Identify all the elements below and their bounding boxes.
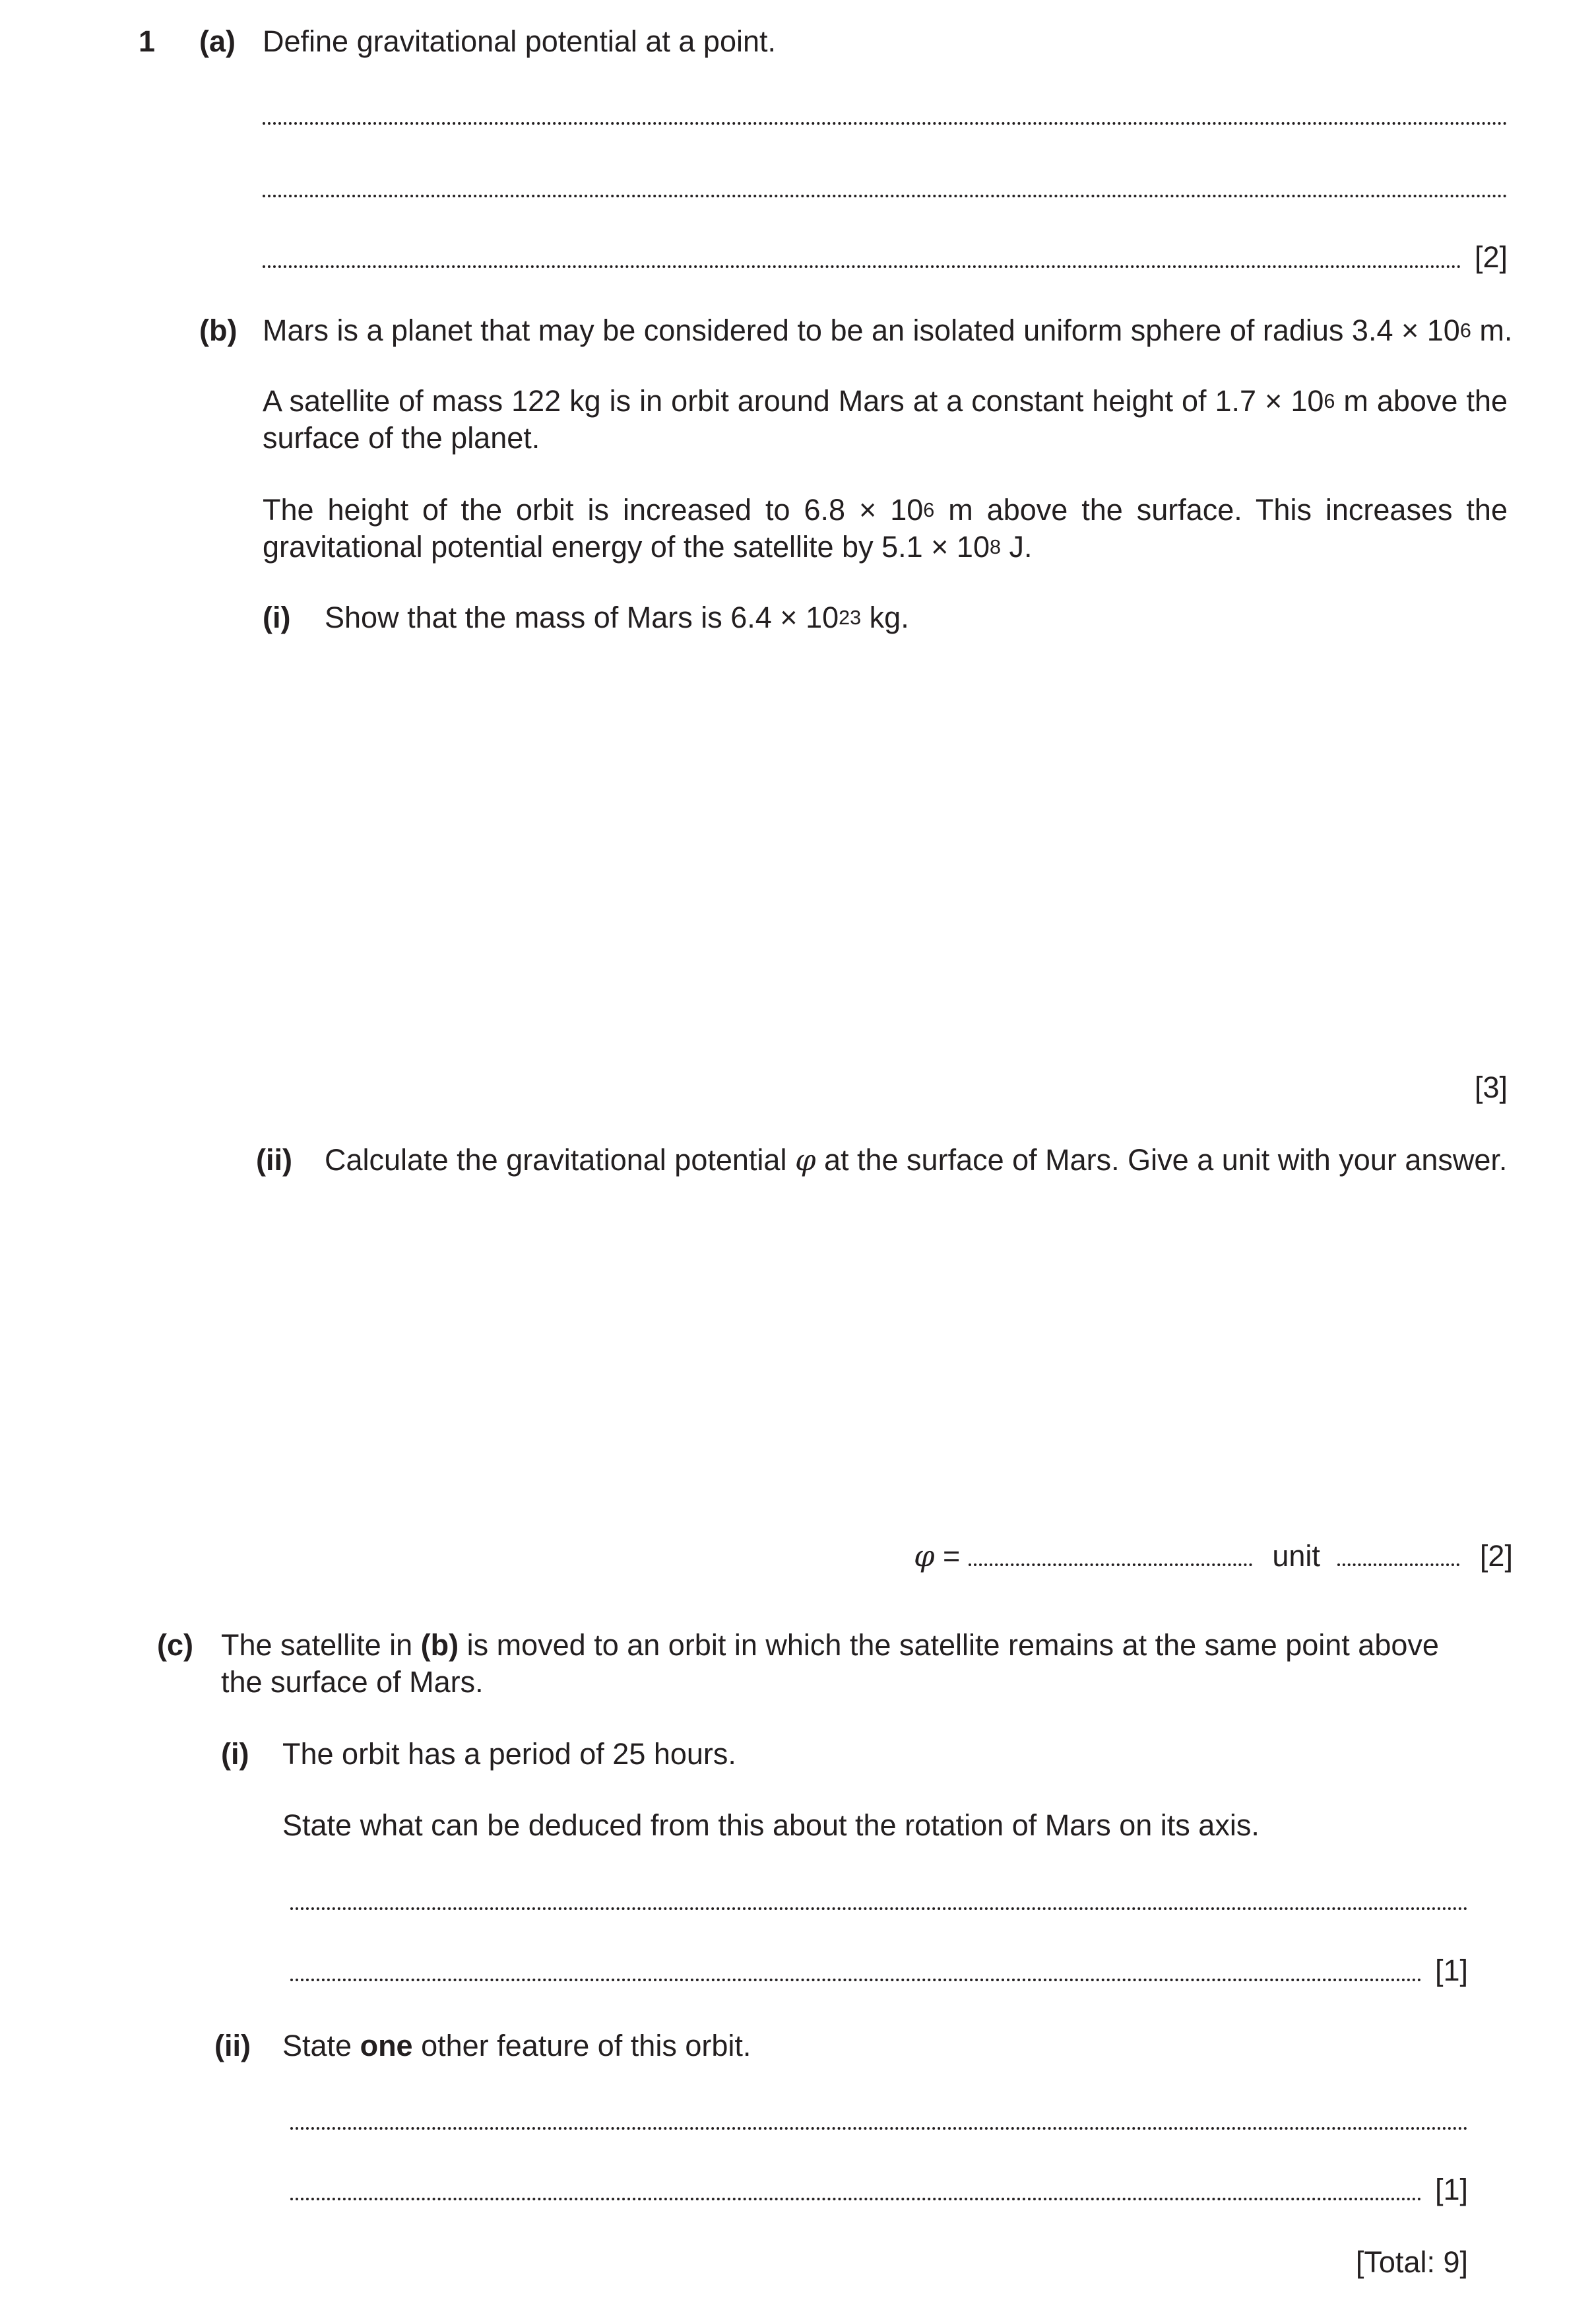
answer-line-a-1[interactable] bbox=[263, 96, 1508, 133]
answer-line-c-ii-1[interactable] bbox=[290, 2101, 1468, 2138]
part-a-marks: [2] bbox=[1474, 240, 1508, 274]
part-c-label: (c) bbox=[157, 1628, 193, 1662]
part-a-text: Define gravitational potential at a point. bbox=[263, 24, 777, 58]
part-b-satellite-text: A satellite of mass 122 kg is in orbit around Mars at a constant height of $1.7 \times 10^6$ m above the surface of the planet. bbox=[263, 384, 1508, 455]
part-c-i-marks: [1] bbox=[1434, 1954, 1468, 1987]
part-b-height-text: The height of the orbit is increased to $6.8 \times 10^6$ m above the surface. This increases the gravitational potential energy of the satellite by $5.1 \times 10^8$ J. bbox=[263, 493, 1508, 564]
answer-line-c-i-1[interactable] bbox=[290, 1881, 1468, 1918]
part-c-intro: The satellite in (b) is moved to an orbit in which the satellite remains at the same point above the surface of Mars. bbox=[221, 1628, 1439, 1699]
part-c-ii-marks: [1] bbox=[1434, 2173, 1468, 2206]
answer-line-c-ii-2[interactable] bbox=[290, 2171, 1468, 2208]
part-b-label: (b) bbox=[199, 313, 238, 347]
part-b-i-marks: [3] bbox=[1474, 1070, 1508, 1104]
phi-symbol: φ bbox=[914, 1538, 935, 1573]
answer-line-a-2[interactable] bbox=[263, 168, 1508, 205]
part-b-intro: Mars is a planet that may be considered to be an isolated uniform sphere of radius $3.4 \times 10^6$ m. bbox=[263, 313, 1513, 347]
unit-label: unit bbox=[1272, 1539, 1320, 1573]
part-c-i-line2: State what can be deduced from this about the rotation of Mars on its axis. bbox=[282, 1808, 1260, 1842]
answer-row-b-ii: φ = unit [2] bbox=[914, 1538, 1513, 1573]
part-c-ii-text: State one other feature of this orbit. bbox=[282, 2029, 751, 2062]
answer-line-c-i-2[interactable] bbox=[290, 1952, 1468, 1989]
part-c-ii-label: (ii) bbox=[214, 2029, 251, 2062]
part-c-i-label: (i) bbox=[221, 1737, 249, 1771]
part-b-ii-marks: [2] bbox=[1479, 1539, 1513, 1573]
phi-answer-line[interactable] bbox=[969, 1563, 1252, 1566]
question-number: 1 bbox=[139, 24, 156, 58]
unit-answer-line[interactable] bbox=[1337, 1563, 1459, 1566]
working-space-b-ii[interactable] bbox=[325, 1181, 1508, 1525]
part-b-ii-text: Calculate the gravitational potential φ at the surface of Mars. Give a unit with your answer. bbox=[325, 1142, 1508, 1177]
part-b-i-text: Show that the mass of Mars is $6.4 \times 10^{23}$ kg. bbox=[325, 601, 909, 634]
part-b-i-label: (i) bbox=[263, 601, 291, 634]
working-space-b-i[interactable] bbox=[325, 634, 1508, 1056]
part-a-label: (a) bbox=[199, 24, 236, 58]
answer-line-a-3[interactable] bbox=[263, 239, 1508, 276]
part-c-i-line1: The orbit has a period of 25 hours. bbox=[282, 1737, 736, 1771]
part-b-ii-label: (ii) bbox=[256, 1143, 292, 1177]
total-marks: [Total: 9] bbox=[1355, 2245, 1468, 2279]
